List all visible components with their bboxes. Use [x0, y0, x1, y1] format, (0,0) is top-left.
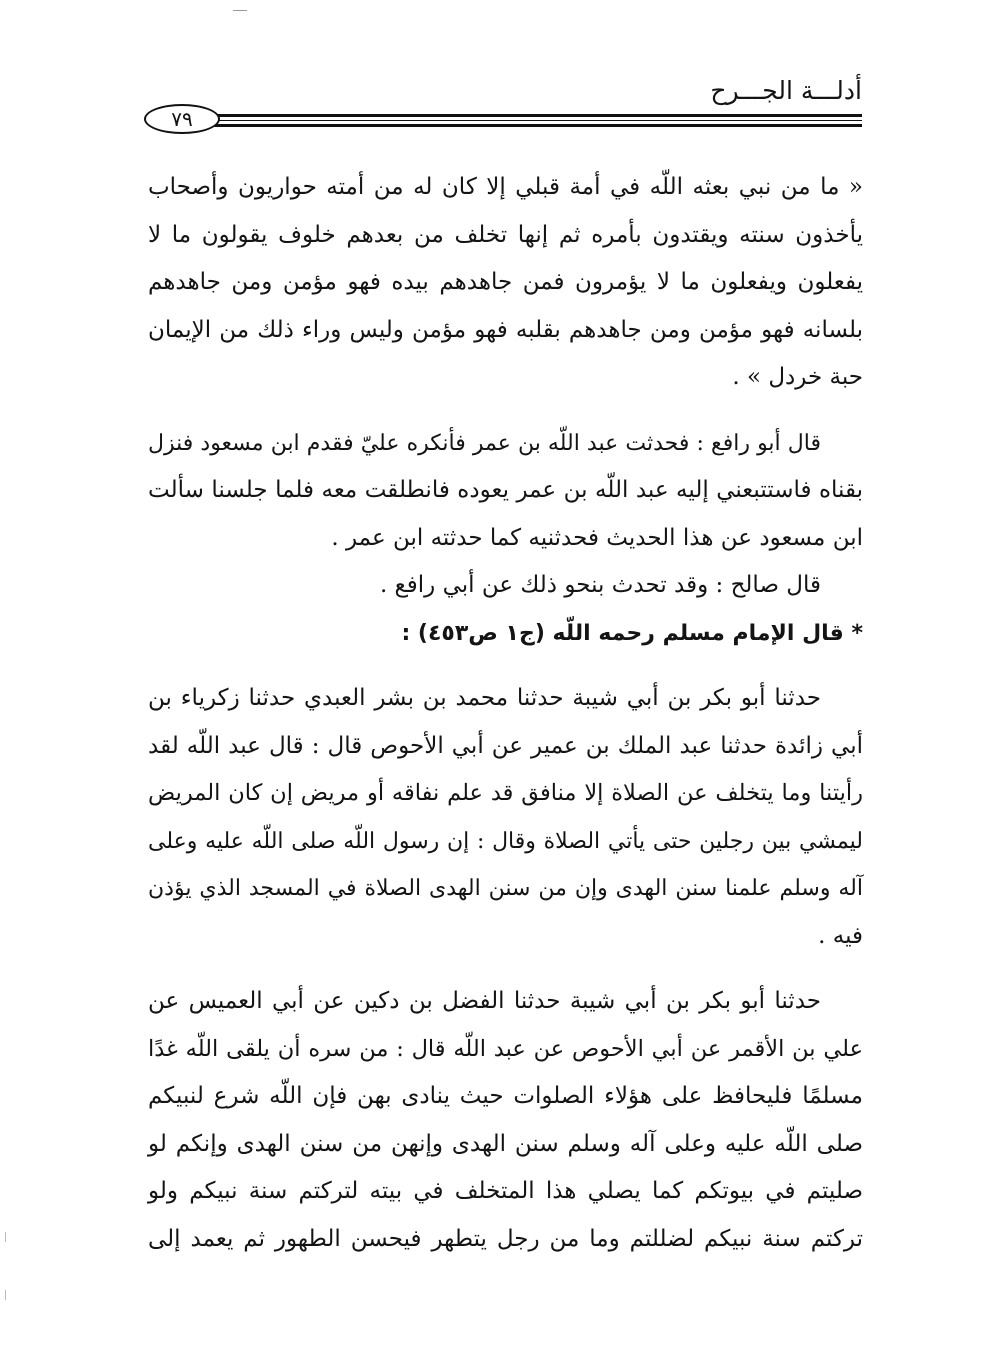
text-line: حدثنا أبو بكر بن أبي شيبة حدثنا محمد بن بشر العبدي حدثنا زكرياء بن — [148, 685, 821, 711]
text-line: بقناه فاستتبعني إليه عبد اللّه بن عمر يعوده فانطلقت معه فلما جلسنا سألت — [148, 477, 863, 503]
text-line: صلى اللّه عليه وعلى آله وسلم سنن الهدى وإنهن من سنن الهدى وإنكم لو — [148, 1130, 863, 1157]
text-line: أبي زائدة حدثنا عبد الملك بن عمير عن أبي الأحوص قال : قال عبد اللّه لقد — [148, 732, 863, 759]
text-line: قال صالح : وقد تحدث بنحو ذلك عن أبي رافع . — [379, 572, 821, 598]
margin-scan-mark — [5, 1232, 6, 1242]
text-line: آله وسلم علمنا سنن الهدى وإن من سنن الهدى الصلاة في المسجد الذي يؤذن — [148, 876, 863, 901]
text-line: يفعلون ويفعلون ما لا يؤمرون فمن جاهدهم بيده فهو مؤمن ومن جاهدهم — [148, 269, 863, 295]
section-heading: * قال الإمام مسلم رحمه اللّه (ج١ ص٤٥٣) : — [401, 620, 863, 646]
text-line: يأخذون سنته ويقتدون بأمره ثم إنها تخلف من بعدهم خلوف يقولون ما لا — [148, 221, 863, 248]
page-body — [148, 164, 863, 1263]
page-number-badge: ٧٩ — [144, 104, 220, 134]
text-line: فيه . — [818, 922, 863, 949]
header-rule-bottom — [158, 124, 862, 127]
top-scan-mark — [233, 10, 247, 11]
text-line: رأيتنا وما يتخلف عن الصلاة إلا منافق قد علم نفاقه أو مريض إن كان المريض — [148, 780, 863, 806]
text-line: « ما من نبي بعثه اللّه في أمة قبلي إلا كان له من أمته حواريون وأصحاب — [148, 174, 863, 200]
running-header-title: أدلـــة الجـــرح — [710, 76, 862, 105]
text-line: قال أبو رافع : فحدثت عبد اللّه بن عمر فأنكره عليّ فقدم ابن مسعود فنزل — [148, 430, 821, 456]
paragraph-gap — [148, 657, 863, 675]
text-line: حدثنا أبو بكر بن أبي شيبة حدثنا الفضل بن دكين عن أبي العميس عن — [148, 988, 821, 1014]
text-line: ليمشي بين رجلين حتى يأتي الصلاة وقال : إن رسول اللّه صلى اللّه عليه وعلى — [148, 828, 863, 854]
text-line: تركتم سنة نبيكم لضللتم وما من رجل يتطهر فيحسن الطهور ثم يعمد إلى — [148, 1225, 863, 1252]
header-rule-top — [158, 114, 862, 117]
paragraph-gap — [148, 402, 863, 420]
header-rule-middle — [158, 120, 862, 121]
text-line: ابن مسعود عن هذا الحديث فحدثنيه كما حدثته ابن عمر . — [331, 524, 863, 551]
text-line: حبة خردل » . — [732, 364, 863, 390]
text-line: صليتم في بيوتكم كما يصلي هذا المتخلف في بيته لتركتم سنة نبيكم ولو — [148, 1178, 863, 1204]
text-line: علي بن الأقمر عن أبي الأحوص عن عبد اللّه قال : من سره أن يلقى اللّه غدًا — [148, 1035, 863, 1062]
margin-scan-mark — [5, 1290, 6, 1300]
paragraph-gap — [148, 960, 863, 978]
text-line: بلسانه فهو مؤمن ومن جاهدهم بقلبه فهو مؤمن وليس وراء ذلك من الإيمان — [148, 316, 863, 343]
text-line: مسلمًا فليحافظ على هؤلاء الصلوات حيث ينادى بهن فإن اللّه شرع لنبيكم — [148, 1083, 863, 1109]
